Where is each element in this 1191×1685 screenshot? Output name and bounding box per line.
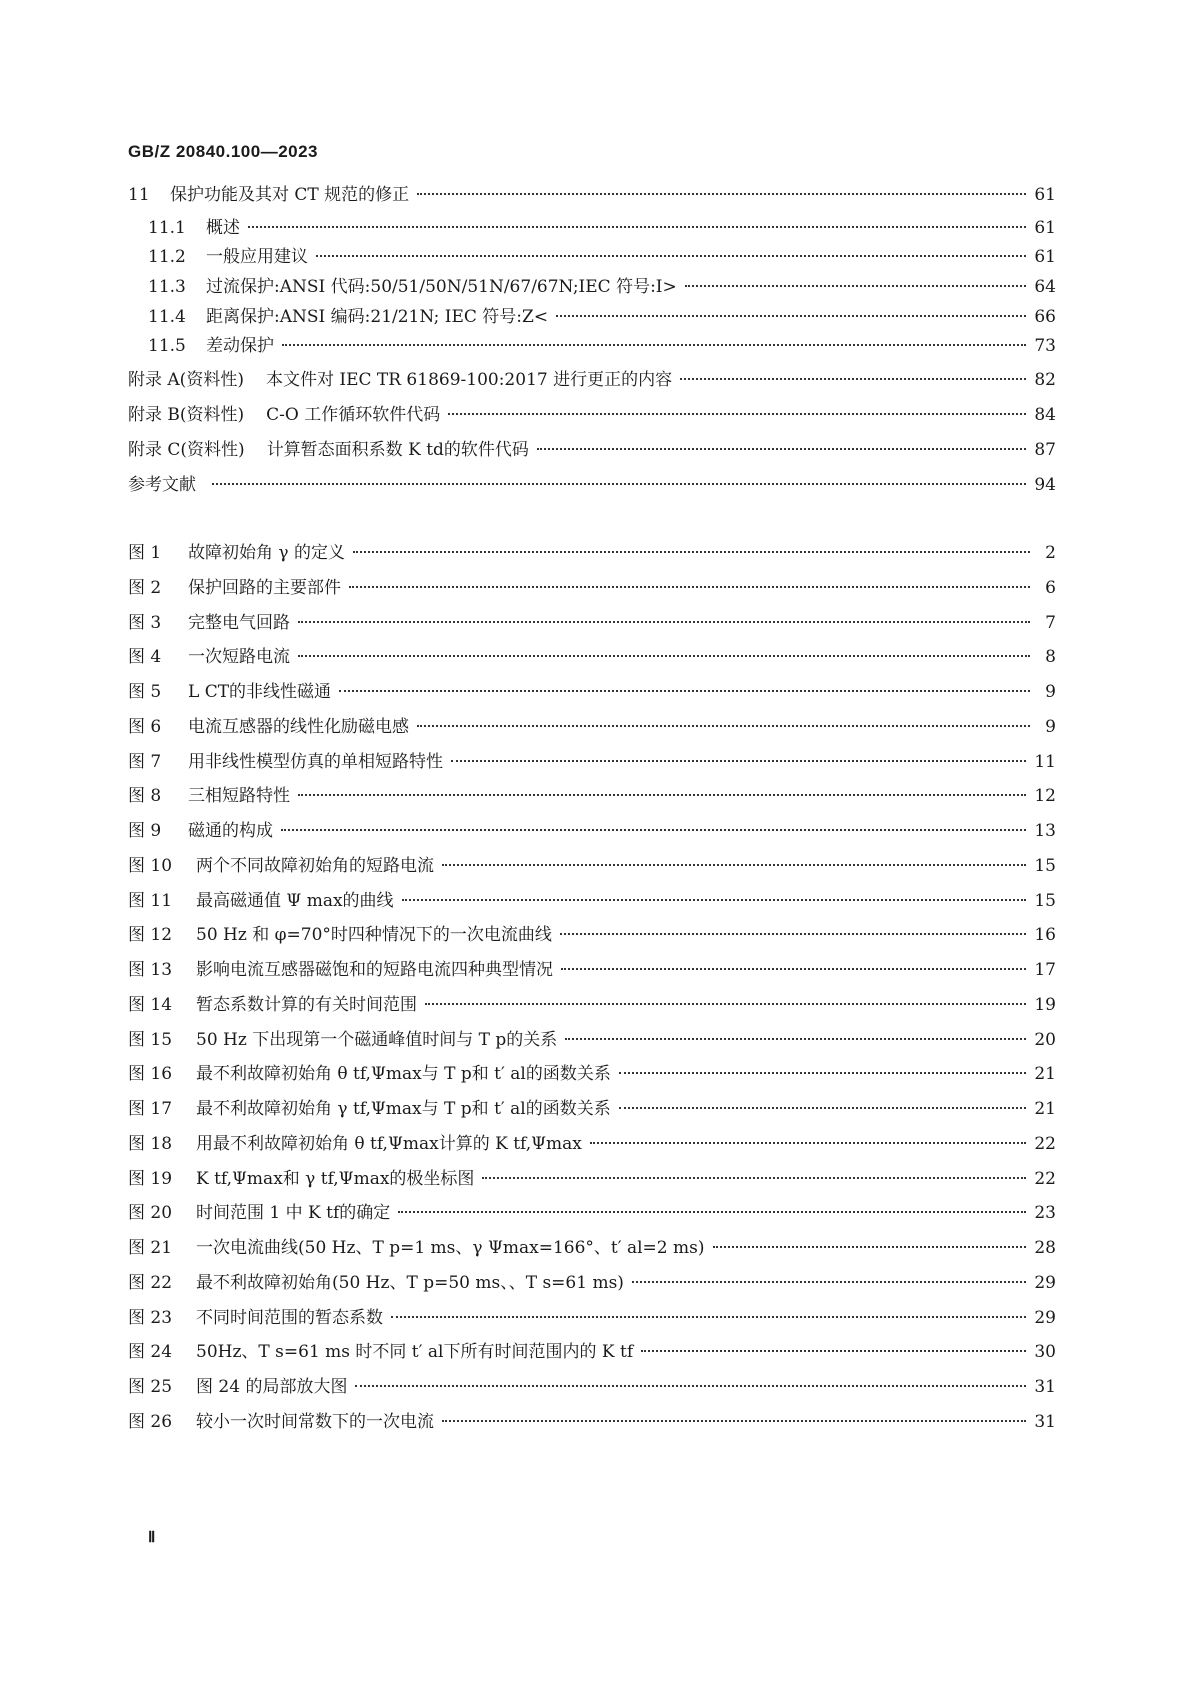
dot-leader xyxy=(632,1281,1026,1283)
entry-page: 82 xyxy=(1034,370,1056,390)
entry-title: 概述 xyxy=(206,218,240,238)
entry-title: 保护功能及其对 CT 规范的修正 xyxy=(170,185,410,205)
entry-page: 17 xyxy=(1034,960,1056,980)
entry-title: 两个不同故障初始角的短路电流 xyxy=(196,855,434,876)
toc-entry-appendix-a[interactable] xyxy=(128,366,1056,394)
entry-number: 图 25 xyxy=(128,1377,173,1397)
entry-title: 计算暂态面积系数 K td的软件代码 xyxy=(266,440,529,460)
dot-leader xyxy=(417,725,1030,727)
entry-title: 时间范围 1 中 K tf的确定 xyxy=(196,1203,391,1224)
entry-page: 30 xyxy=(1034,1342,1056,1363)
toc-entry-figure[interactable] xyxy=(128,1373,1056,1401)
toc-entry-figure[interactable] xyxy=(128,956,1056,984)
dot-leader xyxy=(298,621,1030,623)
dot-leader xyxy=(685,285,1027,287)
entry-page: 12 xyxy=(1034,786,1056,807)
dot-leader xyxy=(349,586,1030,588)
toc-entry-figure[interactable] xyxy=(128,1269,1056,1297)
entry-number: 附录 B(资料性) xyxy=(128,405,245,425)
entry-title: 最不利故障初始角 θ tf,Ψmax与 T p和 t′ al的函数关系 xyxy=(196,1064,611,1085)
toc-entry-figure[interactable] xyxy=(128,1338,1056,1366)
entry-number: 11.2 xyxy=(148,247,186,267)
dot-leader xyxy=(442,864,1026,866)
entry-number: 11 xyxy=(128,185,150,205)
entry-page: 7 xyxy=(1045,612,1056,633)
dot-leader xyxy=(482,1177,1026,1179)
entry-number: 图 1 xyxy=(128,543,162,563)
entry-page: 87 xyxy=(1034,440,1056,460)
toc-entry-figure[interactable] xyxy=(128,887,1056,915)
toc-entry-appendix-b[interactable] xyxy=(128,401,1056,429)
entry-page: 20 xyxy=(1034,1029,1056,1050)
entry-title: 最不利故障初始角 γ tf,Ψmax与 T p和 t′ al的函数关系 xyxy=(196,1099,611,1119)
page-number: Ⅱ xyxy=(148,1530,156,1546)
dot-leader xyxy=(619,1107,1027,1109)
entry-number: 图 24 xyxy=(128,1342,173,1363)
dot-leader xyxy=(402,899,1027,901)
entry-title: 一次电流曲线(50 Hz、T p=1 ms、γ Ψmax=166°、t′ al=2 ms) xyxy=(196,1238,705,1258)
dot-leader xyxy=(561,968,1026,970)
entry-number: 图 8 xyxy=(128,786,162,807)
dot-leader xyxy=(339,690,1030,692)
toc-entry-figure[interactable] xyxy=(128,782,1056,810)
dot-leader xyxy=(451,760,1026,762)
entry-title: 较小一次时间常数下的一次电流 xyxy=(196,1411,434,1432)
entry-number: 图 3 xyxy=(128,612,162,633)
entry-number: 11.3 xyxy=(148,277,186,297)
dot-leader xyxy=(537,448,1026,450)
dot-leader xyxy=(298,794,1026,796)
entry-title: 本文件对 IEC TR 61869-100:2017 进行更正的内容 xyxy=(265,370,673,390)
toc-entry-appendix-c[interactable] xyxy=(128,436,1056,464)
toc-entry-figure[interactable] xyxy=(128,1199,1056,1227)
toc-entry-figure[interactable] xyxy=(128,748,1056,776)
entry-number: 图 5 xyxy=(128,682,162,702)
entry-number: 图 9 xyxy=(128,821,162,841)
toc-entry-figure[interactable] xyxy=(128,609,1056,637)
entry-number: 图 4 xyxy=(128,647,162,668)
toc-entry-figure[interactable] xyxy=(128,991,1056,1019)
entry-page: 73 xyxy=(1034,336,1056,356)
entry-title: 保护回路的主要部件 xyxy=(188,577,341,598)
entry-page: 61 xyxy=(1034,247,1056,267)
dot-leader xyxy=(282,344,1026,346)
entry-title: K tf,Ψmax和 γ tf,Ψmax的极坐标图 xyxy=(196,1168,475,1189)
entry-page: 64 xyxy=(1034,277,1056,297)
toc-entry-figure[interactable] xyxy=(128,678,1056,706)
dot-leader xyxy=(298,655,1030,657)
entry-page: 23 xyxy=(1034,1203,1056,1224)
entry-title: 影响电流互感器磁饱和的短路电流四种典型情况 xyxy=(196,960,553,980)
entry-page: 22 xyxy=(1034,1168,1056,1189)
document-code: GB/Z 20840.100—2023 xyxy=(128,142,319,161)
dot-leader xyxy=(590,1142,1026,1144)
entry-page: 94 xyxy=(1034,475,1056,495)
toc-entry-figure[interactable] xyxy=(128,1026,1056,1054)
entry-title: C-O 工作循环软件代码 xyxy=(266,405,441,425)
toc-entry-figure[interactable] xyxy=(128,1234,1056,1262)
entry-number: 附录 A(资料性) xyxy=(128,370,244,390)
entry-number: 11.4 xyxy=(148,307,186,327)
entry-title: 一般应用建议 xyxy=(206,247,308,267)
dot-leader xyxy=(316,255,1026,257)
toc-entry-section-11[interactable] xyxy=(128,181,1056,209)
dot-leader xyxy=(425,1003,1026,1005)
entry-number: 图 16 xyxy=(128,1064,173,1085)
toc-entry-section-11-5[interactable] xyxy=(128,332,1056,360)
entry-number: 图 17 xyxy=(128,1099,173,1119)
entry-title: 50Hz、T s=61 ms 时不同 t′ al下所有时间范围内的 K tf xyxy=(196,1342,634,1363)
dot-leader xyxy=(212,483,1026,485)
entry-title: 三相短路特性 xyxy=(188,786,290,807)
dot-leader xyxy=(448,413,1026,415)
entry-number: 图 20 xyxy=(128,1203,173,1224)
toc-entry-figure[interactable] xyxy=(128,539,1056,567)
entry-number: 图 19 xyxy=(128,1168,173,1189)
entry-page: 31 xyxy=(1034,1377,1056,1397)
entry-title: L CT的非线性磁通 xyxy=(188,682,332,702)
dot-leader xyxy=(355,1385,1026,1387)
dot-leader xyxy=(556,315,1026,317)
entry-number: 附录 C(资料性) xyxy=(128,440,245,460)
entry-title: 暂态系数计算的有关时间范围 xyxy=(196,994,417,1015)
entry-page: 29 xyxy=(1034,1272,1056,1293)
entry-page: 13 xyxy=(1034,821,1056,841)
entry-number: 图 22 xyxy=(128,1272,173,1293)
entry-title: 最高磁通值 Ψ max的曲线 xyxy=(196,890,394,911)
entry-number: 参考文献 xyxy=(128,475,196,495)
entry-title: 图 24 的局部放大图 xyxy=(196,1377,348,1397)
toc-entry-figure[interactable] xyxy=(128,1095,1056,1123)
toc-entry-figure[interactable] xyxy=(128,817,1056,845)
dot-leader xyxy=(619,1072,1027,1074)
entry-title: 完整电气回路 xyxy=(188,612,290,633)
dot-leader xyxy=(248,226,1026,228)
entry-title: 50 Hz 下出现第一个磁通峰值时间与 T p的关系 xyxy=(196,1029,558,1050)
dot-leader xyxy=(565,1038,1026,1040)
entry-page: 22 xyxy=(1034,1133,1056,1154)
entry-number: 图 11 xyxy=(128,890,173,911)
entry-page: 6 xyxy=(1045,577,1056,598)
entry-page: 21 xyxy=(1034,1099,1056,1119)
dot-leader xyxy=(398,1211,1026,1213)
entry-title: 故障初始角 γ 的定义 xyxy=(188,543,345,563)
dot-leader xyxy=(391,1316,1026,1318)
toc-entry-figure[interactable] xyxy=(128,1165,1056,1193)
dot-leader xyxy=(713,1246,1027,1248)
entry-title: 一次短路电流 xyxy=(188,647,290,668)
entry-page: 8 xyxy=(1045,647,1056,668)
toc-entry-figure[interactable] xyxy=(128,643,1056,671)
entry-page: 15 xyxy=(1034,890,1056,911)
entry-title: 磁通的构成 xyxy=(188,821,273,841)
entry-number: 图 6 xyxy=(128,716,162,737)
entry-number: 图 18 xyxy=(128,1133,173,1154)
dot-leader xyxy=(281,829,1026,831)
entry-title: 差动保护 xyxy=(206,336,274,356)
entry-page: 21 xyxy=(1034,1064,1056,1085)
dot-leader xyxy=(560,933,1026,935)
toc-entry-figure[interactable] xyxy=(128,852,1056,880)
entry-page: 61 xyxy=(1034,185,1056,205)
toc-entry-section-11-2[interactable] xyxy=(128,243,1056,271)
toc-entry-section-11-3[interactable] xyxy=(128,273,1056,301)
entry-number: 图 21 xyxy=(128,1238,173,1258)
dot-leader xyxy=(680,378,1026,380)
toc-entry-figure[interactable] xyxy=(128,713,1056,741)
entry-number: 图 15 xyxy=(128,1029,173,1050)
entry-page: 19 xyxy=(1034,994,1056,1015)
entry-page: 9 xyxy=(1045,682,1056,702)
entry-title: 用非线性模型仿真的单相短路特性 xyxy=(188,751,443,772)
toc-entry-figure[interactable] xyxy=(128,574,1056,602)
entry-page: 28 xyxy=(1034,1238,1056,1258)
entry-page: 31 xyxy=(1034,1411,1056,1432)
entry-page: 29 xyxy=(1034,1307,1056,1328)
toc-entry-figure[interactable] xyxy=(128,921,1056,949)
entry-title: 电流互感器的线性化励磁电感 xyxy=(188,716,409,737)
entry-page: 61 xyxy=(1034,218,1056,238)
entry-title: 过流保护:ANSI 代码:50/51/50N/51N/67/67N;IEC 符号:I> xyxy=(206,277,677,297)
entry-title: 不同时间范围的暂态系数 xyxy=(196,1307,383,1328)
entry-page: 11 xyxy=(1034,751,1056,772)
entry-number: 图 14 xyxy=(128,994,173,1015)
toc-entry-section-11-1[interactable] xyxy=(128,214,1056,242)
dot-leader xyxy=(641,1350,1026,1352)
entry-title: 最不利故障初始角(50 Hz、T p=50 ms、、T s=61 ms) xyxy=(196,1272,624,1293)
entry-page: 2 xyxy=(1045,543,1056,563)
toc-entry-section-11-4[interactable] xyxy=(128,303,1056,331)
entry-title: 用最不利故障初始角 θ tf,Ψmax计算的 K tf,Ψmax xyxy=(196,1133,582,1154)
entry-page: 15 xyxy=(1034,855,1056,876)
toc-entry-references[interactable] xyxy=(128,471,1056,499)
entry-page: 16 xyxy=(1034,925,1056,946)
entry-title: 50 Hz 和 φ=70°时四种情况下的一次电流曲线 xyxy=(196,925,552,946)
entry-number: 图 2 xyxy=(128,577,162,598)
entry-number: 图 26 xyxy=(128,1411,173,1432)
dot-leader xyxy=(442,1420,1026,1422)
entry-number: 图 13 xyxy=(128,960,173,980)
toc-entry-figure[interactable] xyxy=(128,1408,1056,1436)
toc-entry-figure[interactable] xyxy=(128,1130,1056,1158)
entry-page: 9 xyxy=(1045,716,1056,737)
dot-leader xyxy=(353,551,1030,553)
toc-entry-figure[interactable] xyxy=(128,1304,1056,1332)
entry-number: 图 7 xyxy=(128,751,162,772)
entry-number: 11.1 xyxy=(148,218,186,238)
entry-number: 图 10 xyxy=(128,855,173,876)
entry-page: 66 xyxy=(1034,307,1056,327)
entry-number: 图 23 xyxy=(128,1307,173,1328)
toc-entry-figure[interactable] xyxy=(128,1060,1056,1088)
dot-leader xyxy=(417,193,1026,195)
entry-number: 图 12 xyxy=(128,925,173,946)
entry-number: 11.5 xyxy=(148,336,186,356)
entry-title: 距离保护:ANSI 编码:21/21N; IEC 符号:Z< xyxy=(206,307,549,327)
entry-page: 84 xyxy=(1034,405,1056,425)
